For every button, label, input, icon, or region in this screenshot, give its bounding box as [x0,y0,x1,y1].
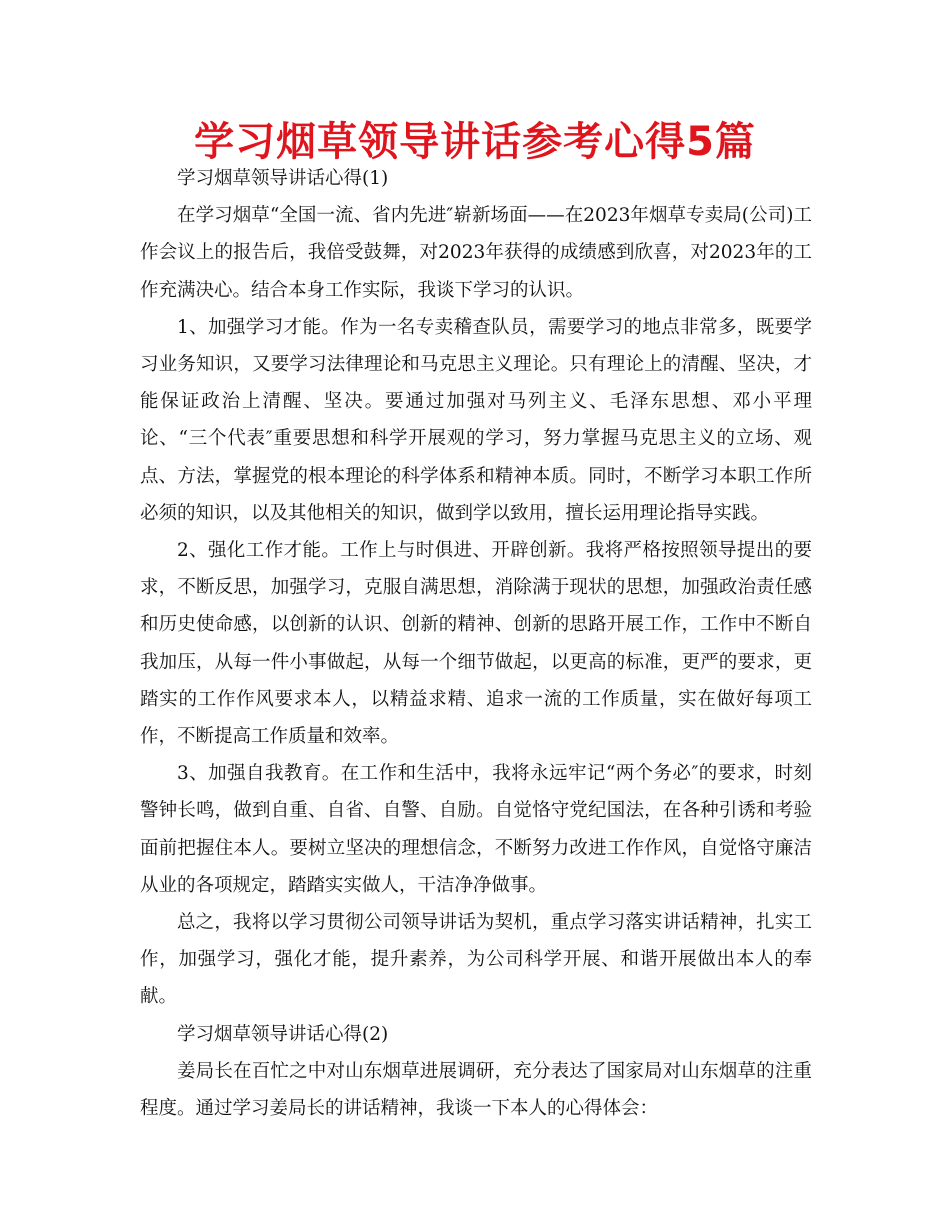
paragraph-point-1: 1、加强学习才能。作为一名专卖稽查队员，需要学习的地点非常多，既要学习业务知识，又要学习法律理论和马克思主义理论。只有理论上的清醒、坚决，才能保证政治上清醒、坚决。要通过加强对马列主义、毛泽东思想、邓小平理论、“三个代表″重要思想和科学开展观的学习，努力掌握马克思主义的立场、观点、方法，掌握党的根本理论的科学体系和精神本质。同时，不断学习本职工作所必须的知识，以及其他相关的知识，做到学以致用，擅长运用理论指导实践。 [140,316,812,524]
paragraph-point-2: 2、强化工作才能。工作上与时俱进、开辟创新。我将严格按照领导提出的要求，不断反思，加强学习，克服自满思想，消除满于现状的思想，加强政治责任感和历史使命感，以创新的认识、创新的精神、创新的思路开展工作，工作中不断自我加压，从每一件小事做起，从每一个细节做起，以更高的标准，更严的要求，更踏实的工作作风要求本人，以精益求精、追求一流的工作质量，实在做好每项工作，不断提高工作质量和效率。 [140,540,812,748]
paragraph-section-2-intro: 姜局长在百忙之中对山东烟草进展调研，充分表达了国家局对山东烟草的注重程度。通过学习姜局长的讲话精神，我谈一下本人的心得体会： [140,1060,812,1120]
paragraph-intro: 在学习烟草“全国一流、省内先进″崭新场面——在2023年烟草专卖局(公司)工作会议上的报告后，我倍受鼓舞，对2023年获得的成绩感到欣喜，对2023年的工作充满决心。结合本身工作实际，我谈下学习的认识。 [140,205,812,301]
paragraph-point-3: 3、加强自我教育。在工作和生活中，我将永远牢记“两个务必″的要求，时刻警钟长鸣，做到自重、自省、自警、自励。自觉恪守党纪国法，在各种引诱和考验面前把握住本人。要树立坚决的理想信念，不断努力改进工作作风，自觉恪守廉洁从业的各项规定，踏踏实实做人，干洁净净做事。 [140,763,812,896]
section-heading-2: 学习烟草领导讲话心得(2) [177,1023,389,1045]
paragraph-conclusion: 总之，我将以学习贯彻公司领导讲话为契机，重点学习落实讲话精神，扎实工作，加强学习，强化才能，提升素养，为公司科学开展、和谐开展做出本人的奉献。 [140,912,812,1008]
document-body [140,160,812,1127]
section-heading-1: 学习烟草领导讲话心得(1) [177,168,389,189]
document-title: 学习烟草领导讲话参考心得5篇 [194,119,756,165]
